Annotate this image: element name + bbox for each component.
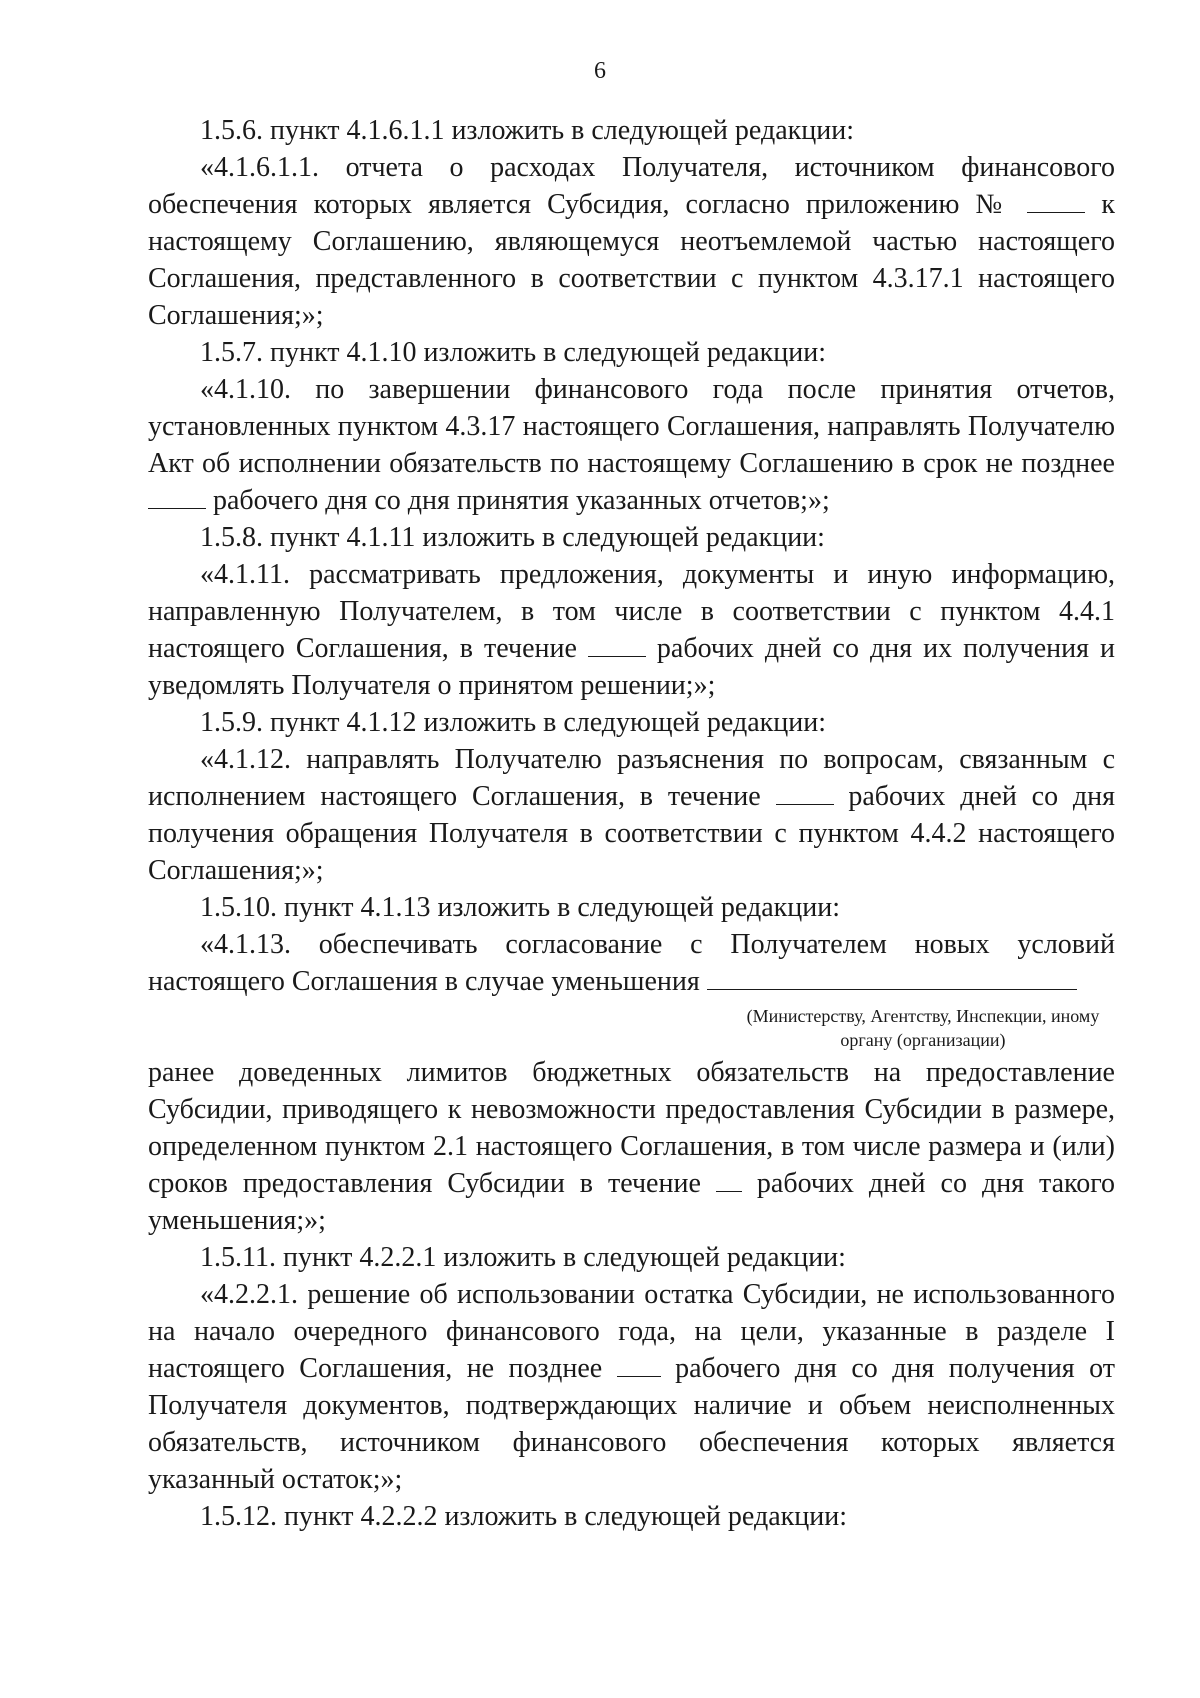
clause-4-1-10	[148, 371, 1115, 519]
clause-text: ранее доведенных лимитов бюджетных обязательств на предоставление Субсидии, приводящего к невозможности предоставления Субсидии в размере, определенном пунктом 2.1 настоящего Соглашения, в том числе размера и (или) сроков предоставления Субсидии в течение	[148, 1057, 1115, 1199]
blank-field	[716, 1169, 742, 1192]
clause-1-5-10: 1.5.10. пункт 4.1.13 изложить в следующей редакции:	[200, 892, 840, 923]
blank-field	[776, 782, 834, 805]
clause-text: «4.1.6.1.1. отчета о расходах Получателя, источником финансового обеспечения которых является Субсидия, согласно приложению №	[148, 152, 1115, 220]
clause-1-5-9: 1.5.9. пункт 4.1.12 изложить в следующей редакции:	[200, 707, 826, 738]
clause-4-2-2-1	[148, 1276, 1115, 1498]
document-body	[148, 112, 1115, 1535]
clause-1-5-7: 1.5.7. пункт 4.1.10 изложить в следующей редакции:	[200, 337, 826, 368]
clause-text: «4.1.11. рассматривать предложения, документы и иную информацию, направленную Получателем, в том числе в соответствии с пунктом 4.4.1 настоящего Соглашения, в течение	[148, 559, 1115, 664]
clause-text: «4.1.13. обеспечивать согласование с Получателем новых условий настоящего Соглашения в случае уменьшения	[148, 929, 1115, 997]
clause-1-5-6: 1.5.6. пункт 4.1.6.1.1 изложить в следующей редакции:	[200, 115, 854, 146]
clause-text: рабочего дня со дня получения от Получателя документов, подтверждающих наличие и объем неисполненных обязательств, источником финансового обеспечения которых является указанный остаток;»;	[148, 1353, 1116, 1495]
clause-4-1-13-continued	[148, 1054, 1115, 1239]
clause-4-1-11	[148, 556, 1115, 704]
clause-text: рабочих дней со дня получения обращения Получателя в соответствии с пунктом 4.4.2 настоящего Соглашения;»;	[148, 781, 1116, 886]
clause-1-5-12: 1.5.12. пункт 4.2.2.2 изложить в следующей редакции:	[200, 1501, 847, 1532]
blank-field	[707, 967, 1077, 990]
clause-1-5-8: 1.5.8. пункт 4.1.11 изложить в следующей редакции:	[200, 522, 825, 553]
blank-field	[617, 1354, 661, 1377]
clause-text: к настоящему Соглашению, являющемуся неотъемлемой частью настоящего Соглашения, представленного в соответствии с пунктом 4.3.17.1 настоящего Соглашения;»;	[148, 189, 1115, 331]
blank-field	[1027, 190, 1085, 213]
page-number: 6	[594, 58, 606, 84]
clause-4-1-12	[148, 741, 1115, 889]
clause-4-1-13	[148, 926, 1115, 1000]
clause-text: рабочего дня со дня принятия указанных отчетов;»;	[213, 485, 830, 516]
blank-field	[588, 634, 646, 657]
clause-text: «4.1.10. по завершении финансового года после принятия отчетов, установленных пунктом 4.3.17 настоящего Соглашения, направлять Получателю Акт об исполнении обязательств по настоящему Соглашению в срок не позднее	[148, 374, 1115, 479]
clause-text: рабочих дней со дня их получения и уведомлять Получателя о принятом решении;»;	[148, 633, 1116, 701]
blank-field	[148, 486, 206, 509]
clause-1-5-11: 1.5.11. пункт 4.2.2.1 изложить в следующей редакции:	[200, 1242, 846, 1273]
clause-text: «4.1.12. направлять Получателю разъяснения по вопросам, связанным с исполнением настоящего Соглашения, в течение	[148, 744, 1115, 812]
clause-4-1-6-1-1	[148, 149, 1115, 334]
clause-text: «4.2.2.1. решение об использовании остатка Субсидии, не использованного на начало очередного финансового года, на цели, указанные в разделе I настоящего Соглашения, не позднее	[148, 1279, 1115, 1384]
field-hint: (Министерству, Агентству, Инспекции, иному органу (организации)	[746, 1006, 1100, 1050]
clause-text: рабочих дней со дня такого уменьшения;»;	[148, 1168, 1116, 1236]
